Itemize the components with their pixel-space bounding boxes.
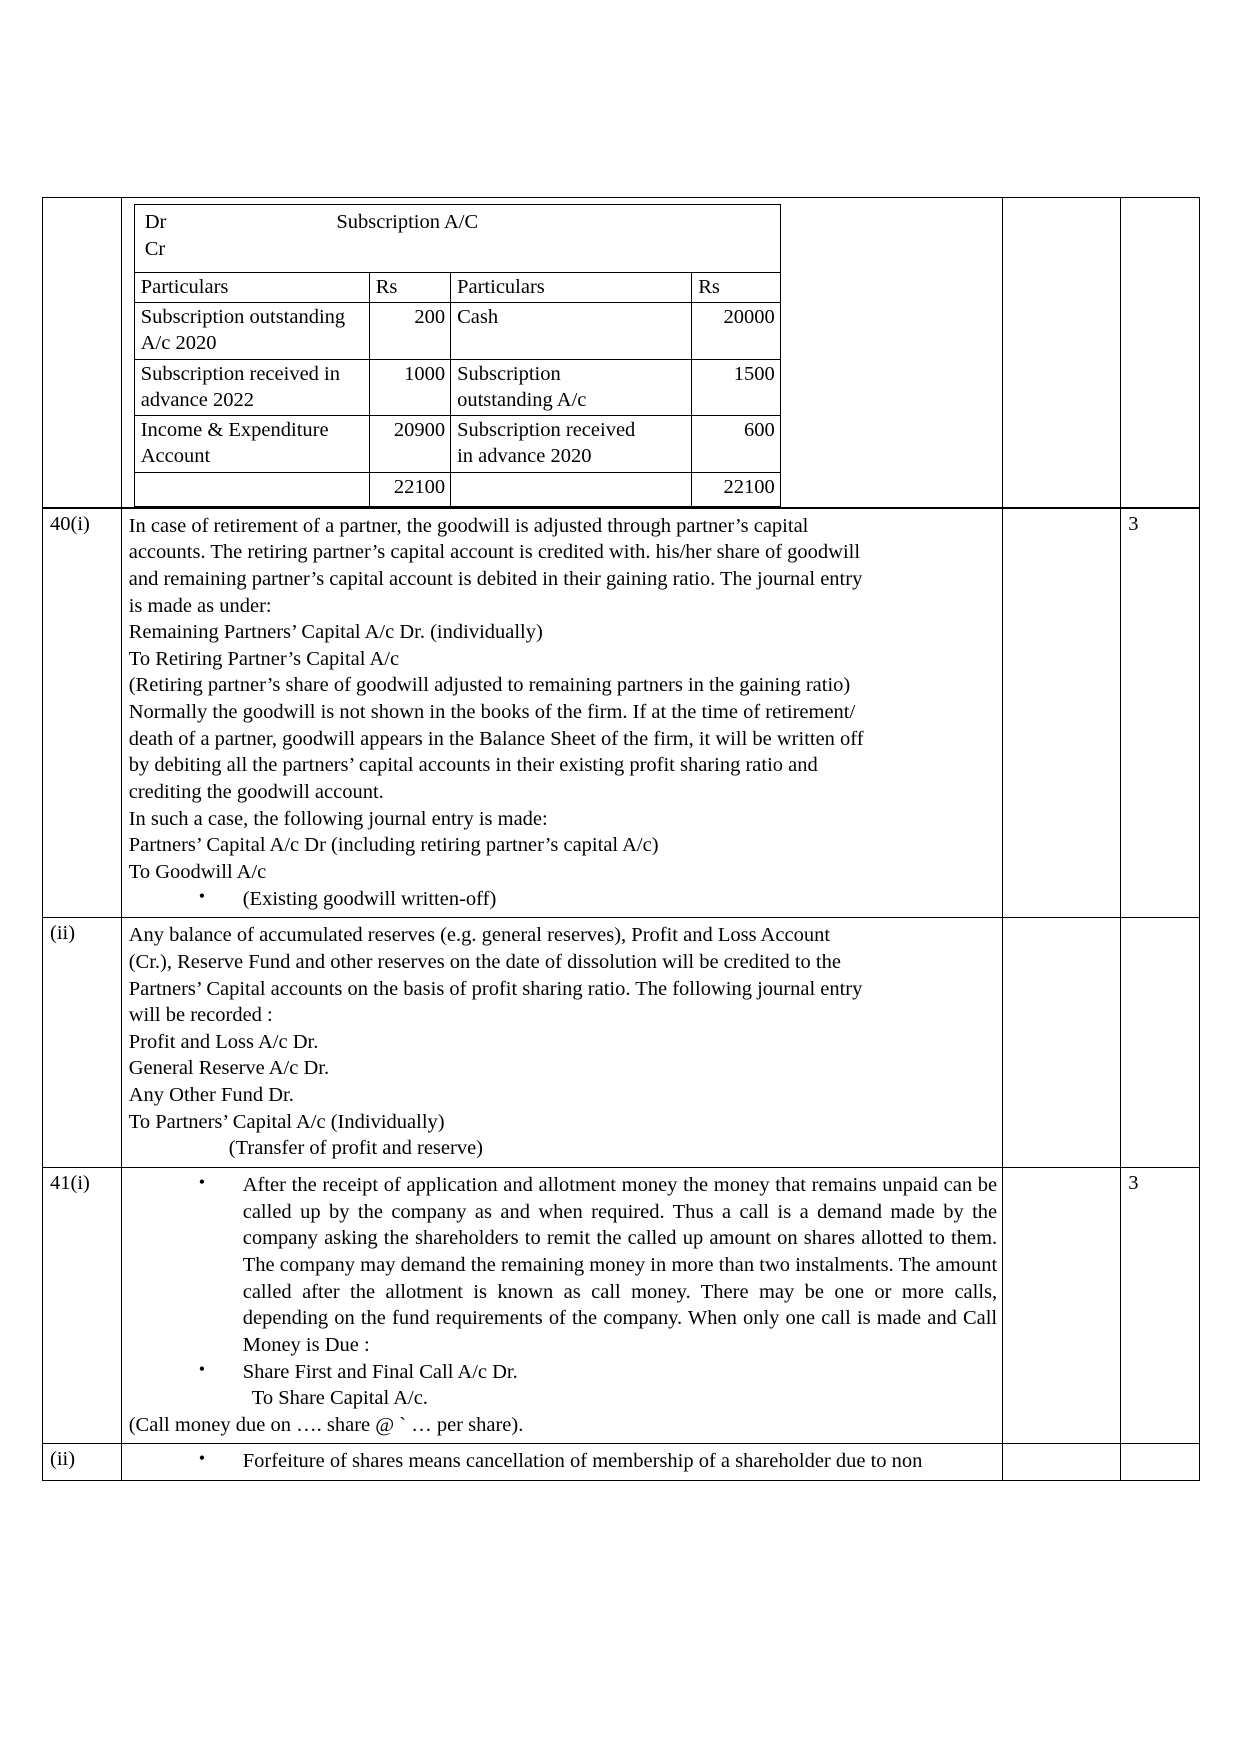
answer-text-40ii: [129, 922, 997, 1162]
answer-line: To Retiring Partner’s Capital A/c: [128, 647, 400, 670]
table-row-answer-40i: [43, 508, 1200, 918]
ledger-particulars-left-line1: Subscription outstanding: [140, 306, 346, 329]
ledger-total-particulars-left: [134, 472, 369, 506]
ledger-wrapper: [122, 198, 1002, 507]
marks-cell-41ii: [1121, 1444, 1200, 1481]
list-item: • After the receipt of application and allotment money the money that remains unpaid can be called up by the company as and when required. Thus a call is a demand made by the company asking the shareholders to remit the called up amount on shares allotted to them. The company may demand the remaining money in more than two instalments. The amount called after the allotment is known as call money. There may be one or more calls, depending on the fund requirements of the company. When only one call is made and Call Money is Due :: [199, 1172, 997, 1358]
ledger-particulars-right-line1: Cash: [457, 306, 499, 329]
marks-cell-41i: 3: [1121, 1168, 1200, 1444]
ledger-particulars-right: [451, 303, 692, 359]
ledger-particulars-right-line1: Subscription received: [457, 419, 636, 442]
marks-cell: [1121, 198, 1200, 508]
answer-line: (Retiring partner’s share of goodwill adjusted to remaining partners in the gaining ratio): [128, 674, 851, 697]
answer-line-indented: (Transfer of profit and reserve): [228, 1137, 483, 1160]
ledger-amount-left: 200: [369, 303, 450, 359]
question-number-41ii: (ii): [43, 1444, 122, 1481]
table-row-answer-41ii: [43, 1444, 1200, 1481]
ledger-particulars-left-line1: Subscription received in: [140, 362, 340, 385]
ledger-particulars-right: [451, 359, 692, 415]
working-column-cell: [1003, 508, 1121, 918]
ledger-total-particulars-right: [451, 472, 692, 506]
ledger-particulars-left-line2: Account: [140, 445, 211, 468]
answer-line: (Cr.), Reserve Fund and other reserves on the date of dissolution will be credited to the: [128, 950, 841, 973]
answer-line: Remaining Partners’ Capital A/c Dr. (individually): [128, 621, 543, 644]
answer-line: Any Other Fund Dr.: [128, 1084, 294, 1107]
list-item: • Forfeiture of shares means cancellation of membership of a shareholder due to non: [199, 1448, 997, 1475]
ledger-amount-left: 20900: [369, 416, 450, 472]
ledger-col-header-amount-right: Rs: [692, 273, 781, 303]
answer-bullet-list-41ii: [129, 1448, 997, 1475]
ledger-amount-right: 20000: [692, 303, 781, 359]
ledger-title: Subscription A/C: [336, 211, 479, 233]
answer-line: Partners’ Capital A/c Dr (including retiring partner’s capital A/c): [128, 834, 659, 857]
ledger-particulars-left-line2: A/c 2020: [140, 332, 217, 355]
table-row-answer-40ii: [43, 918, 1200, 1168]
ledger-particulars-left: [134, 359, 369, 415]
answer-line: and remaining partner’s capital account is debited in their gaining ratio. The journal entry: [128, 567, 863, 590]
ledger-col-header-particulars-left: Particulars: [134, 273, 369, 303]
answer-line: will be recorded :: [128, 1004, 273, 1027]
question-number-40ii: (ii): [43, 918, 122, 1168]
answer-body-41ii: [121, 1444, 1002, 1481]
answer-line: by debiting all the partners’ capital accounts in their existing profit sharing ratio and: [128, 754, 818, 777]
ledger-row: [134, 359, 780, 415]
answer-line: To Goodwill A/c: [128, 860, 267, 883]
ledger-col-header-amount-left: Rs: [369, 273, 450, 303]
ledger-amount-right: 1500: [692, 359, 781, 415]
answer-line: Partners’ Capital accounts on the basis of profit sharing ratio. The following journal entry: [128, 977, 863, 1000]
list-item: • Share First and Final Call A/c Dr.: [199, 1359, 997, 1386]
working-column-cell: [1003, 198, 1121, 508]
answer-line-closing: (Call money due on …. share @ ` … per share).: [128, 1413, 524, 1436]
ledger-particulars-left-line1: Income & Expenditure: [140, 419, 329, 442]
subscription-account-table: [134, 272, 781, 507]
marking-scheme-table: [42, 197, 1200, 1481]
table-row-ledger: [43, 198, 1200, 508]
ledger-row: [134, 416, 780, 472]
ledger-dr-label: Dr: [144, 211, 167, 233]
answer-line: death of a partner, goodwill appears in the Balance Sheet of the firm, it will be written off: [128, 727, 864, 750]
ledger-total-amount-left: 22100: [369, 472, 450, 506]
ledger-cell: [121, 198, 1002, 508]
answer-line: To Partners’ Capital A/c (Individually): [128, 1110, 445, 1133]
ledger-particulars-right-line1: Subscription: [457, 362, 561, 385]
ledger-particulars-right-line2: in advance 2020: [457, 445, 592, 468]
answer-bullet-list-41i: [129, 1172, 997, 1385]
ledger-particulars-left: [134, 303, 369, 359]
answer-line: crediting the goodwill account.: [128, 781, 384, 804]
answer-line: In such a case, the following journal entry is made:: [128, 807, 548, 830]
ledger-particulars-right: [451, 416, 692, 472]
answer-text-40i: [129, 513, 997, 886]
ledger-total-amount-right: 22100: [692, 472, 781, 506]
ledger-particulars-right-line2: outstanding A/c: [457, 388, 587, 411]
list-item: • (Existing goodwill written-off): [199, 886, 997, 913]
ledger-particulars-left-line2: advance 2022: [140, 388, 255, 411]
ledger-row: [134, 303, 780, 359]
question-number-cell-empty: [43, 198, 122, 508]
marks-cell-40ii: [1121, 918, 1200, 1168]
ledger-amount-right: 600: [692, 416, 781, 472]
answer-line: accounts. The retiring partner’s capital account is credited with. his/her share of goodwill: [128, 541, 861, 564]
question-number-41i: 41(i): [43, 1168, 122, 1444]
working-column-cell: [1003, 1168, 1121, 1444]
answer-line: General Reserve A/c Dr.: [128, 1057, 330, 1080]
ledger-particulars-left: [134, 416, 369, 472]
answer-body-40ii: [121, 918, 1002, 1168]
question-number-40i: 40(i): [43, 508, 122, 918]
ledger-amount-left: 1000: [369, 359, 450, 415]
answer-body-41i: [121, 1168, 1002, 1444]
answer-line: is made as under:: [128, 594, 272, 617]
answer-bullet-list-40i: [129, 886, 997, 913]
ledger-cr-label: Cr: [144, 238, 166, 260]
ledger-header-row: [134, 273, 780, 303]
answer-line: Profit and Loss A/c Dr.: [128, 1030, 319, 1053]
answer-line-indented: To Share Capital A/c.: [251, 1387, 428, 1410]
answer-line: Normally the goodwill is not shown in the books of the firm. If at the time of retirement/: [128, 701, 856, 724]
answer-body-40i: [121, 508, 1002, 918]
answer-line: Any balance of accumulated reserves (e.g. general reserves), Profit and Loss Account: [128, 924, 831, 947]
working-column-cell: [1003, 918, 1121, 1168]
ledger-col-header-particulars-right: Particulars: [451, 273, 692, 303]
answer-line: In case of retirement of a partner, the goodwill is adjusted through partner’s capital: [128, 514, 809, 537]
ledger-total-row: [134, 472, 780, 506]
ledger-header-band: [134, 204, 781, 272]
table-row-answer-41i: [43, 1168, 1200, 1444]
working-column-cell: [1003, 1444, 1121, 1481]
marks-cell-40i: 3: [1121, 508, 1200, 918]
